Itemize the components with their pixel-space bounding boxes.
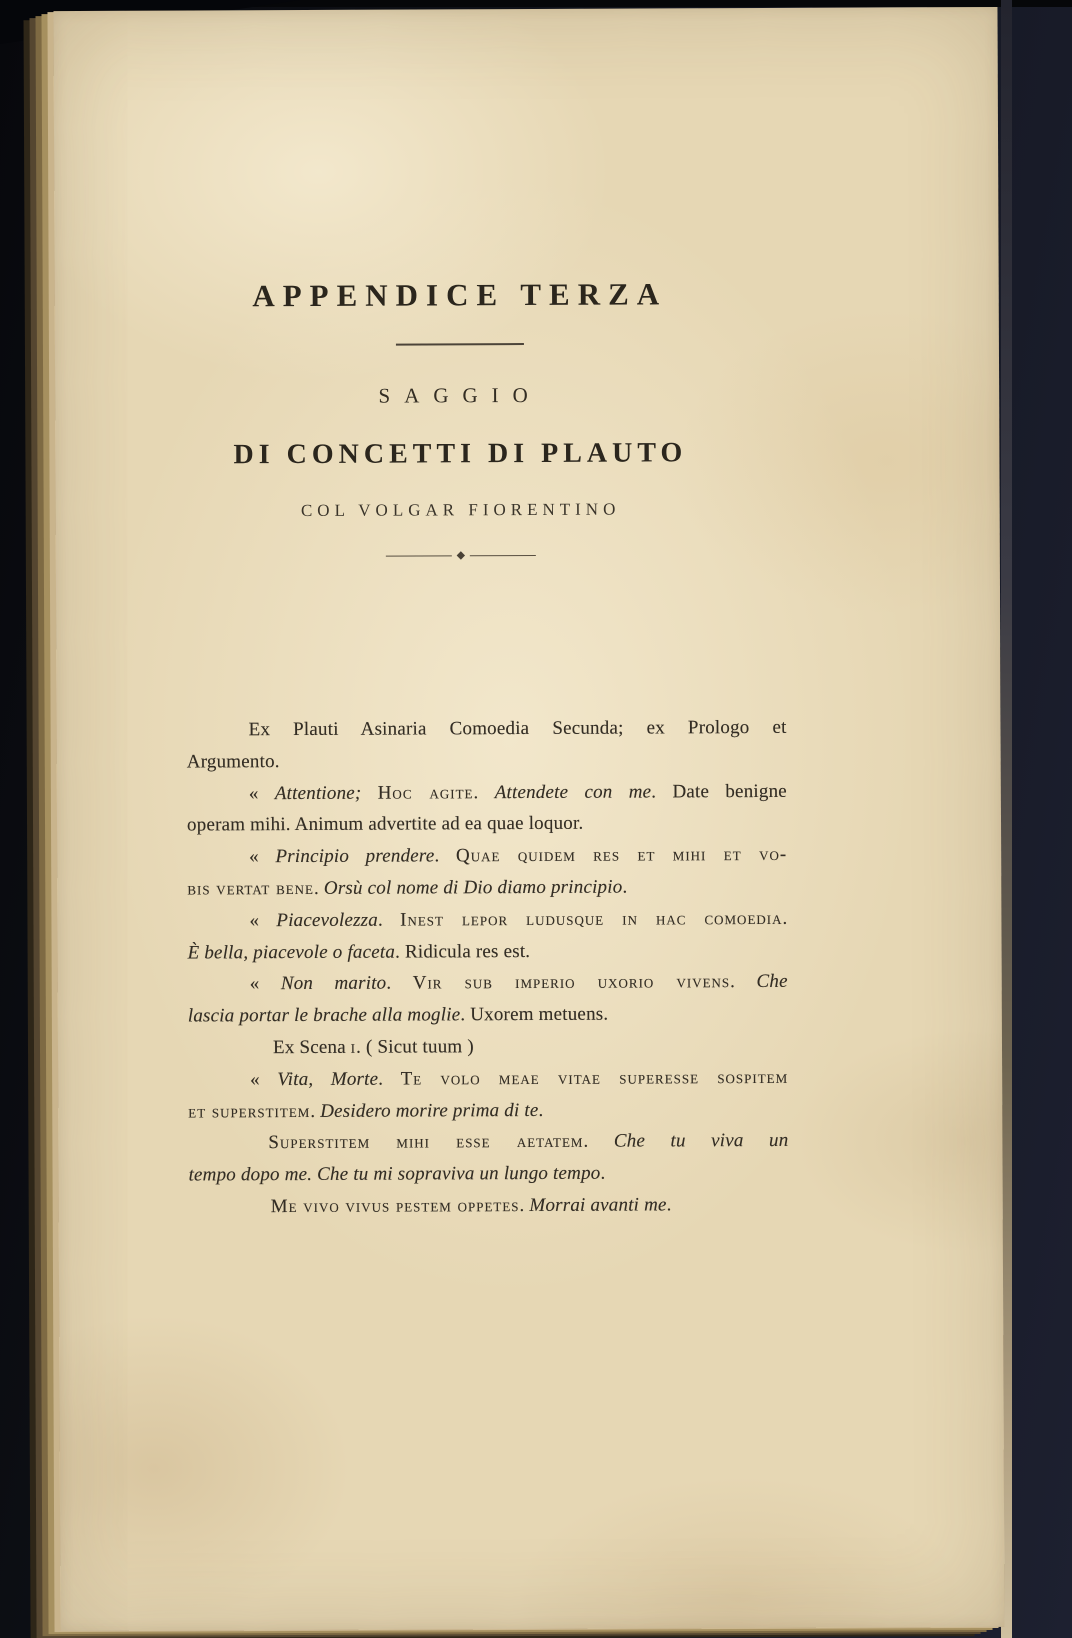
text-segment: Quae quidem res et mihi et vo- [455, 844, 788, 867]
text-segment: Attendete con me [494, 781, 652, 803]
text-segment: Vir sub imperio uxorio vivens [412, 971, 731, 994]
text-segment: . Uxorem metuens. [460, 1003, 609, 1026]
text-line [187, 712, 787, 746]
ornament-divider [386, 550, 536, 562]
text-segment: « [248, 782, 275, 804]
text-segment: . ( Sicut tuum ) [356, 1036, 474, 1058]
body-text [187, 712, 789, 1223]
text-segment: bis vertat bene [187, 877, 315, 900]
text-segment: Inest lepor ludusque in hac comoedia [400, 907, 783, 931]
text-segment: Attentione; [274, 782, 378, 804]
text-line [188, 1157, 788, 1191]
text-segment: . [600, 1162, 606, 1184]
text-line [188, 934, 788, 968]
text-segment: . [583, 1130, 614, 1153]
text-segment: Me vivo vivus pestem oppetes [270, 1194, 520, 1218]
text-line [187, 839, 787, 873]
text-segment: . [313, 877, 324, 899]
text-segment: operam mihi. Animum advertite ad ea quae loquor. [186, 813, 584, 836]
text-segment: . [473, 781, 495, 803]
text-segment: . [386, 972, 413, 994]
text-segment: . [782, 907, 788, 929]
text-line [187, 744, 787, 778]
text-segment: « [249, 846, 276, 868]
text-segment: . [519, 1194, 530, 1216]
text-segment: . [666, 1194, 672, 1216]
page-title: APPENDICE TERZA [252, 276, 668, 314]
text-line [188, 1062, 788, 1096]
text-segment: Te volo meae vitae superesse sospitem [400, 1066, 789, 1090]
ornament-line-left [386, 555, 452, 556]
text-segment: Argumento. [186, 750, 280, 773]
text-segment: Orsù col nome di Dio diamo principio [323, 876, 623, 899]
text-segment: Che tu viva un [613, 1130, 789, 1152]
ornament-icon: ◆ [456, 549, 466, 562]
text-segment: . Ridicula res est. [395, 940, 531, 963]
text-segment: lascia portar le brache alla moglie [187, 1004, 461, 1027]
text-line [187, 807, 787, 841]
text-segment: . [434, 845, 457, 867]
book-page [53, 7, 1004, 1631]
text-segment: Hoc agite [377, 781, 474, 804]
text-segment: i [350, 1036, 357, 1058]
text-segment: . Date benigne [651, 780, 787, 803]
text-segment: . [378, 1068, 401, 1090]
text-segment: et superstitem [188, 1100, 311, 1123]
text-segment: È bella, piacevole o faceta [187, 941, 396, 964]
title-rule [396, 343, 524, 346]
text-segment: Superstitem mihi esse aetatem [268, 1131, 584, 1154]
text-segment: . [310, 1100, 321, 1122]
text-segment: . [377, 909, 401, 931]
text-line [187, 775, 787, 809]
text-line [188, 966, 788, 1000]
subtitle-concetti: DI CONCETTI DI PLAUTO [233, 437, 688, 471]
text-segment: Ex Scena [272, 1036, 351, 1059]
text-line [188, 1030, 788, 1064]
heading-block [80, 276, 841, 563]
text-segment: Desidero morire prima di te [320, 1099, 539, 1122]
text-segment: . [622, 876, 628, 898]
text-segment: « [249, 909, 277, 932]
text-segment: Principio prendere [275, 845, 435, 868]
text-line [188, 1093, 788, 1127]
subtitle-saggio: SAGGIO [378, 382, 542, 408]
text-segment: . [538, 1099, 544, 1121]
text-segment: Piacevolezza [276, 909, 379, 931]
text-segment: Morrai avanti me [529, 1194, 667, 1216]
text-segment: Ex Plauti Asinaria Comoedia Secunda; ex Prologo et [248, 716, 787, 741]
text-segment: Non marito [280, 972, 387, 995]
text-segment: Che [756, 971, 788, 993]
ornament-line-right [470, 555, 536, 556]
text-line [188, 1125, 788, 1159]
text-line [189, 1189, 789, 1223]
text-line [188, 998, 788, 1032]
text-segment: « [249, 973, 281, 995]
text-segment: . [730, 971, 757, 993]
text-segment: tempo dopo me. Che tu mi sopraviva un lungo tempo [188, 1162, 601, 1186]
text-line [187, 871, 787, 905]
subtitle-volgar: COL VOLGAR FIORENTINO [300, 499, 621, 520]
text-line [187, 903, 787, 937]
text-segment: Vita, Morte [277, 1068, 379, 1090]
text-segment: « [250, 1068, 278, 1090]
